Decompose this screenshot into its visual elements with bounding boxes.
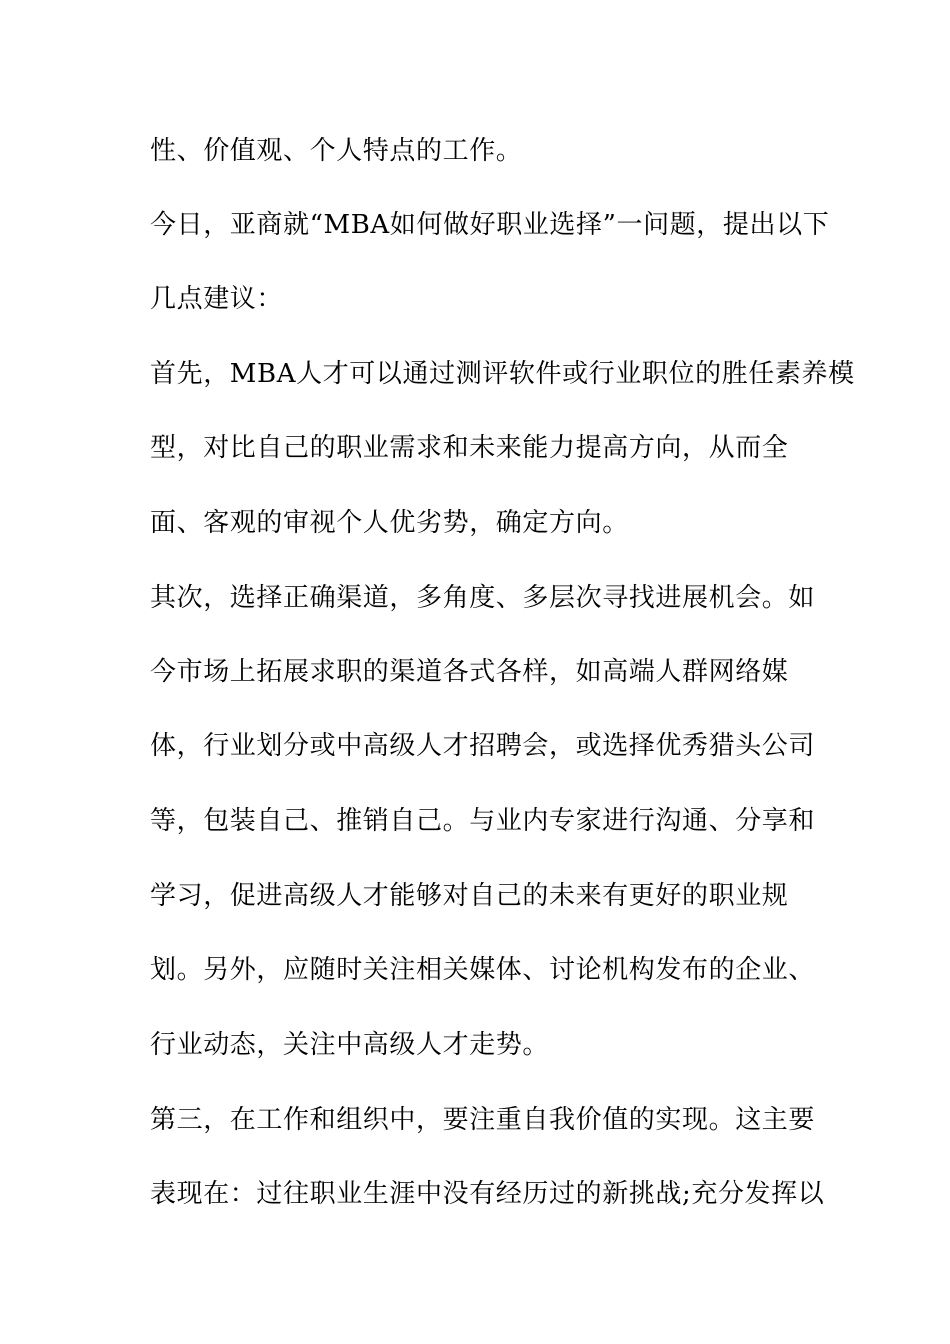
text-line: 表现在：过往职业生涯中没有经历过的新挑战;充分发挥以 [150,1179,825,1209]
text-line: 面、客观的审视个人优劣势，确定方向。 [150,508,629,538]
text-line: 划。另外，应随时关注相关媒体、讨论机构发布的企业、 [150,955,816,985]
text-line: 首先，MBA人才可以通过测评软件或行业职位的胜任素养模 [150,359,855,389]
text-line: 型，对比自己的职业需求和未来能力提高方向，从而全 [150,433,789,463]
text-line: 等，包装自己、推销自己。与业内专家进行沟通、分享和 [150,806,816,836]
text-line: 学习，促进高级人才能够对自己的未来有更好的职业规 [150,881,789,911]
text-line: 其次，选择正确渠道，多角度、多层次寻找进展机会。如 [150,583,816,613]
text-line: 今市场上拓展求职的渠道各式各样，如高端人群网络媒 [150,657,789,687]
text-line: 几点建议： [150,284,284,314]
text-line: 行业动态，关注中高级人才走势。 [150,1030,550,1060]
text-line: 性、价值观、个人特点的工作。 [150,136,523,166]
text-line: 体，行业划分或中高级人才招聘会，或选择优秀猎头公司 [150,731,816,761]
text-line: 第三，在工作和组织中，要注重自我价值的实现。这主要 [150,1105,816,1135]
text-line: 今日，亚商就“MBA如何做好职业选择”一问题，提出以下 [150,210,830,240]
